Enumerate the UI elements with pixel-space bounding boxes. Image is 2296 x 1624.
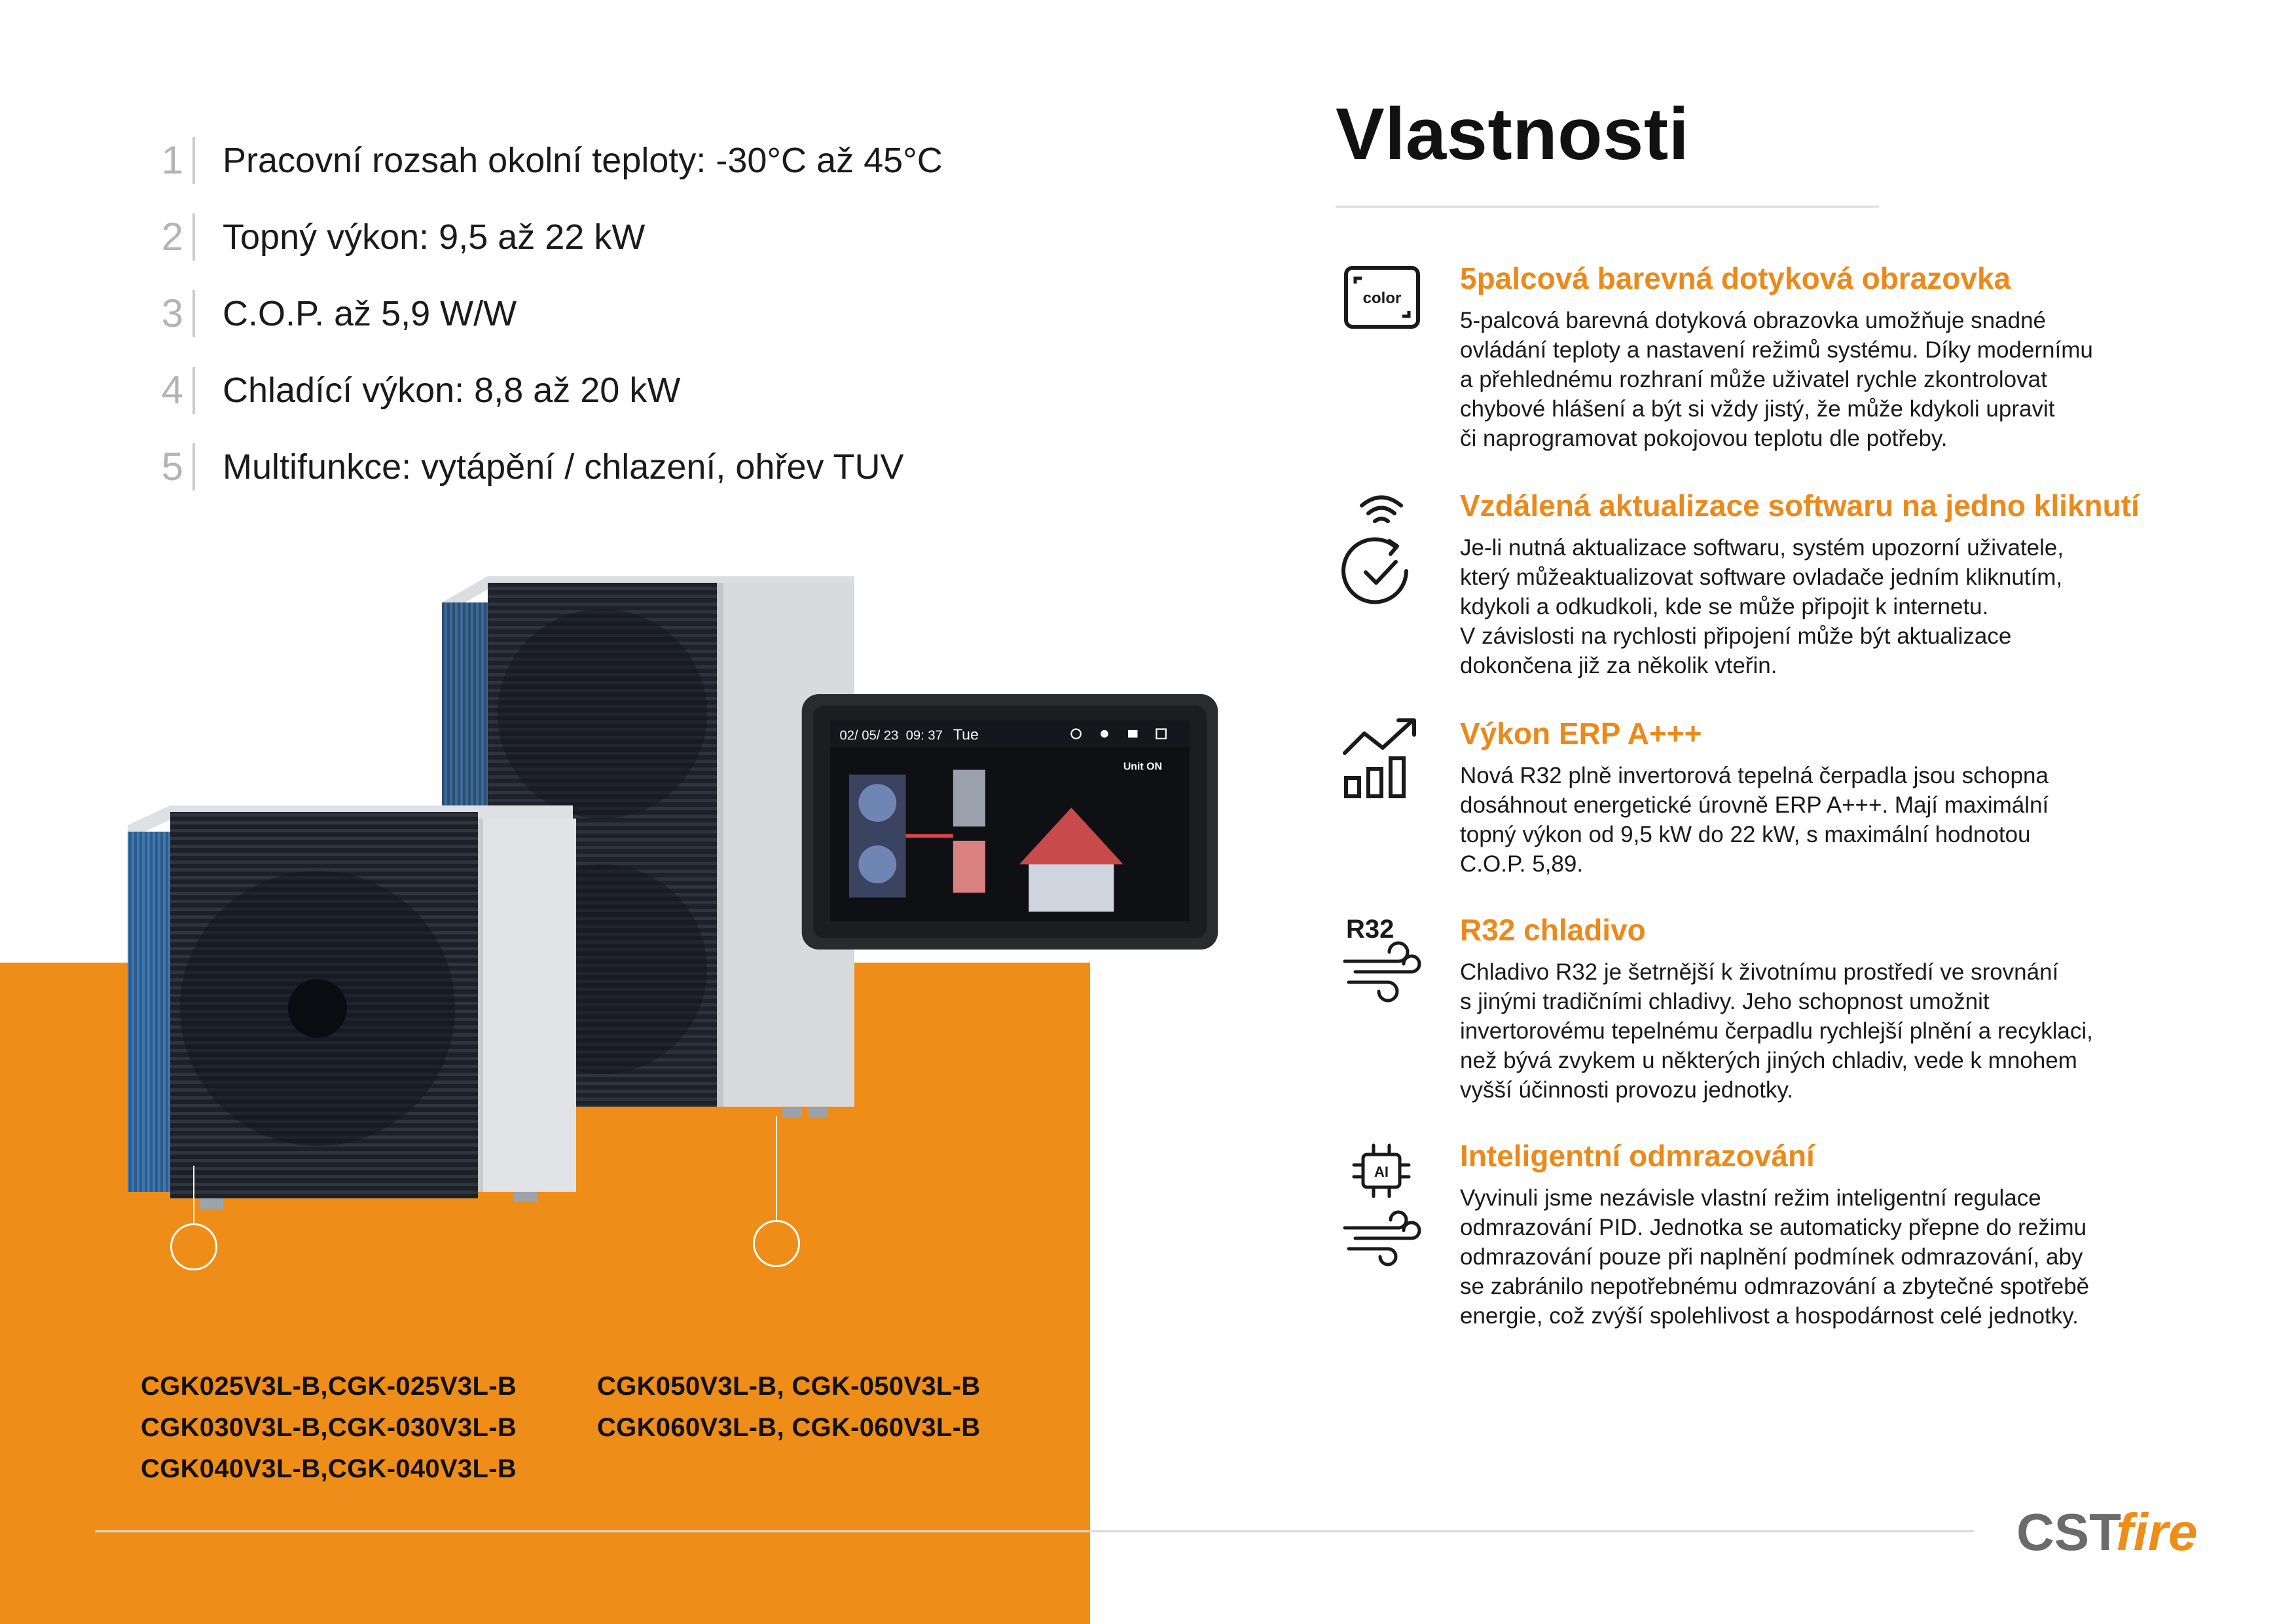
feature-title: R32 chladivo	[1460, 913, 1646, 947]
description-line: se zabránilo nepotřebnému odmrazování a zbytečné spotřebě	[1460, 1274, 2090, 1299]
model-name: CGK025V3L-B,CGK-025V3L-B	[141, 1372, 517, 1401]
description-line: C.O.P. 5,89.	[1460, 851, 1584, 877]
description-line: a přehlednému rozhraní může uživatel rychle zkontrolovat	[1460, 367, 2047, 392]
spec-number: 5	[149, 443, 195, 490]
description-line: než bývá zvykem u některých jiných chladiv, vede k mnohem	[1460, 1048, 2077, 1073]
r32-icon-label: R32	[1346, 915, 1394, 944]
spec-text: Pracovní rozsah okolní teploty: -30°C až 45°C	[223, 141, 943, 180]
description-line: s jinými tradičními chladivy. Jeho schopnost umožnit	[1460, 989, 1990, 1014]
spec-number: 3	[149, 290, 195, 337]
page-title: Vlastnosti	[1336, 93, 1690, 175]
spec-text: Topný výkon: 9,5 až 22 kW	[223, 217, 646, 257]
spec-number: 4	[149, 367, 195, 414]
pointer-ring	[170, 1223, 217, 1270]
feature-body	[1460, 486, 2252, 680]
compact-heat-pump-unit	[121, 805, 645, 1225]
description-line: ovládání teploty a nastavení režimů systému. Díky modernímu	[1460, 337, 2093, 363]
logo-fire: fire	[2116, 1503, 2198, 1561]
feature-description	[1460, 957, 2252, 1105]
spec-item	[149, 208, 645, 267]
controller-time: 09: 37	[905, 728, 943, 743]
pointer-ring	[753, 1220, 800, 1267]
feature-body	[1460, 910, 2252, 1105]
description-line: vyšší účinnosti provozu jednotky.	[1460, 1077, 1794, 1103]
description-line: invertorovému tepelnému čerpadlu rychlejší plnění a recyklaci,	[1460, 1018, 2093, 1044]
model-name: CGK040V3L-B,CGK-040V3L-B	[141, 1454, 517, 1483]
footer-divider	[95, 1530, 1974, 1532]
touchscreen-controller	[799, 694, 1221, 950]
description-line: dokončena již za několik vteřin.	[1460, 653, 1777, 678]
description-line: odmrazování PID. Jednotka se automaticky přepne do režimu	[1460, 1215, 2087, 1240]
performance-chart-icon	[1336, 714, 1427, 812]
r32-refrigerant-icon	[1336, 910, 1427, 1008]
description-line: dosáhnout energetické úrovně ERP A+++. Mají maximální	[1460, 792, 2049, 818]
pointer-line	[193, 1166, 194, 1225]
model-name: CGK060V3L-B, CGK-060V3L-B	[597, 1413, 981, 1442]
controller-status: Unit ON	[1123, 761, 1162, 773]
spec-item	[149, 361, 680, 420]
color-screen-icon	[1336, 259, 1427, 357]
feature-title: 5palcová barevná dotyková obrazovka	[1460, 261, 2011, 295]
model-list-compact	[141, 1366, 517, 1490]
feature-body	[1460, 259, 2252, 453]
description-line: energie, což zvýší spolehlivost a hospodárnost celé jednotky.	[1460, 1303, 2079, 1329]
model-list-large	[597, 1366, 980, 1449]
spec-number: 1	[149, 137, 195, 184]
description-line: Nová R32 plně invertorová tepelná čerpadla jsou schopna	[1460, 763, 2049, 788]
spec-item	[149, 437, 904, 496]
wifi-update-icon	[1336, 486, 1427, 617]
logo-cst: CST	[2016, 1503, 2121, 1561]
feature-body	[1460, 1136, 2252, 1331]
model-name: CGK050V3L-B, CGK-050V3L-B	[597, 1372, 981, 1401]
description-line: Chladivo R32 je šetrnější k životnímu prostředí ve srovnání	[1460, 959, 2059, 985]
feature-body	[1460, 714, 2252, 879]
product-illustration	[121, 563, 1162, 1323]
model-name: CGK030V3L-B,CGK-030V3L-B	[141, 1413, 517, 1442]
description-line: Je-li nutná aktualizace softwaru, systém upozorní uživatele,	[1460, 535, 2064, 561]
feature-description	[1460, 1183, 2252, 1331]
description-line: Vyvinuli jsme nezávisle vlastní režim inteligentní regulace	[1460, 1185, 2041, 1211]
feature-title: Vzdálená aktualizace softwaru na jedno kliknutí	[1460, 489, 2140, 523]
description-line: či naprogramovat pokojovou teplotu dle potřeby.	[1460, 426, 1948, 451]
description-line: odmrazování pouze při naplnění podmínek odmrazování, aby	[1460, 1244, 2083, 1270]
description-line: který můžeaktualizovat software ovladače jedním kliknutím,	[1460, 564, 2063, 590]
feature-description	[1460, 761, 2252, 879]
feature-title: Výkon ERP A+++	[1460, 716, 1702, 750]
spec-text: Multifunkce: vytápění / chlazení, ohřev TUV	[223, 447, 904, 487]
divider	[1336, 206, 1879, 208]
color-icon-label: color	[1362, 289, 1402, 307]
spec-text: C.O.P. až 5,9 W/W	[223, 294, 517, 333]
description-line: topný výkon od 9,5 kW do 22 kW, s maximální hodnotou	[1460, 822, 2031, 847]
spec-text: Chladící výkon: 8,8 až 20 kW	[223, 371, 681, 410]
pointer-line	[776, 1116, 777, 1221]
spec-item	[149, 131, 943, 190]
description-line: chybové hlášení a být si vždy jistý, že může kdykoli upravit	[1460, 396, 2055, 422]
ai-defrost-icon	[1336, 1136, 1427, 1267]
description-line: kdykoli a odkudkoli, kde se může připojit k internetu.	[1460, 594, 1989, 619]
description-line: 5-palcová barevná dotyková obrazovka umožňuje snadné	[1460, 308, 2047, 333]
spec-number: 2	[149, 213, 195, 261]
cstfire-logo	[2016, 1496, 2206, 1568]
ai-icon-label: AI	[1374, 1164, 1389, 1180]
spec-item	[149, 284, 517, 343]
feature-title: Inteligentní odmrazování	[1460, 1139, 1815, 1173]
controller-date: 02/ 05/ 23	[839, 728, 899, 743]
controller-day: Tue	[953, 726, 979, 743]
description-line: V závislosti na rychlosti připojení může být aktualizace	[1460, 623, 2012, 649]
feature-description	[1460, 306, 2252, 453]
feature-description	[1460, 533, 2252, 680]
